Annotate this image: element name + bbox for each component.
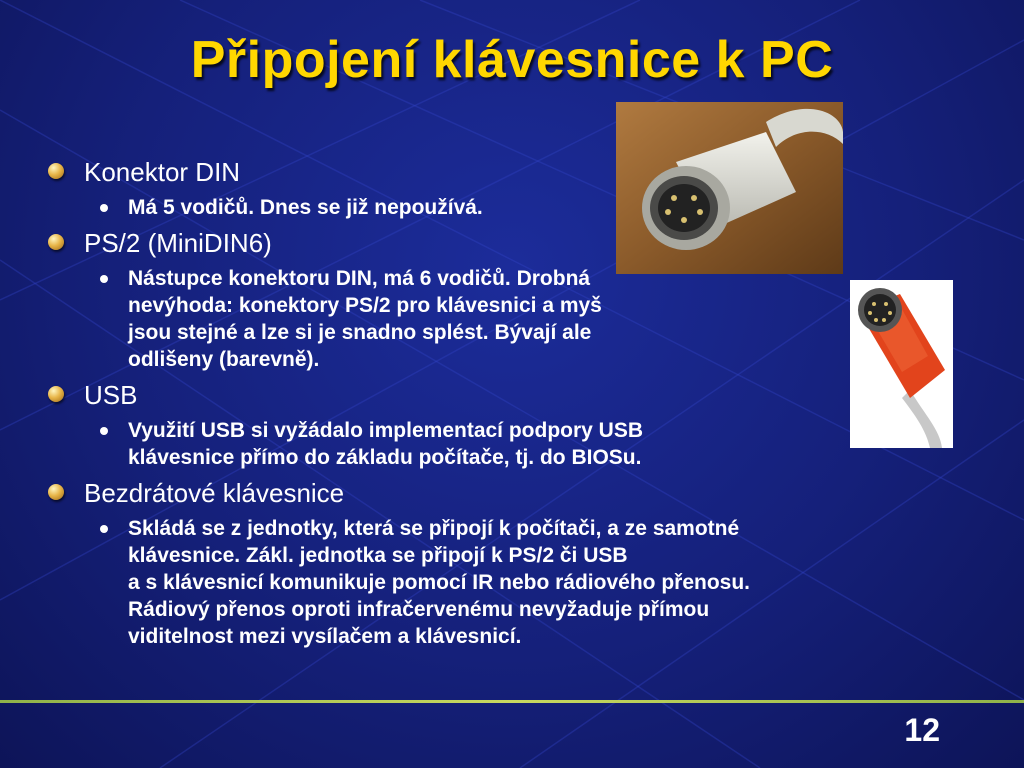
sub-item-line: Rádiový přenos oproti infračervenému nevyžaduje přímou [128, 598, 710, 621]
section-usb [48, 379, 978, 411]
dot-icon [100, 525, 108, 533]
sub-item-text: Má 5 vodičů. Dnes se již nepoužívá. [128, 196, 483, 219]
sub-item-line: nevýhoda: konektory PS/2 pro klávesnici a myš [128, 294, 602, 317]
sub-item-line: Využití USB si vyžádalo implementací podpory USB [128, 419, 644, 442]
dot-icon [100, 204, 108, 212]
section-wireless [48, 477, 978, 509]
din-connector-photo [616, 102, 843, 274]
dot-icon [100, 427, 108, 435]
sub-item-line: klávesnice. Zákl. jednotka se připojí k PS/2 či USB [128, 544, 628, 567]
dot-icon [100, 275, 108, 283]
sub-item-line: Nástupce konektoru DIN, má 6 vodičů. Drobná [128, 267, 591, 290]
sub-item-line: klávesnice přímo do základu počítače, tj. do BIOSu. [128, 446, 642, 469]
footer-divider [0, 700, 1024, 703]
sub-item [48, 265, 978, 373]
sub-item-line: odlišeny (barevně). [128, 348, 320, 371]
sub-item-line: Skládá se z jednotky, která se připojí k počítači, a ze samotné [128, 517, 740, 540]
section-heading: USB [84, 380, 138, 410]
section-heading: Bezdrátové klávesnice [84, 478, 345, 508]
bullet-icon [48, 386, 64, 402]
slide-title: Připojení klávesnice k PC [190, 31, 834, 89]
section-heading: PS/2 (MiniDIN6) [84, 228, 272, 258]
page-number: 12 [904, 712, 940, 748]
bullet-icon [48, 484, 64, 500]
ps2-connector-photo [850, 280, 953, 448]
sub-item [48, 417, 978, 471]
sub-item-line: jsou stejné a lze si je snadno splést. Bývají ale [128, 321, 592, 344]
sub-item-line: viditelnost mezi vysílačem a klávesnicí. [128, 625, 522, 648]
bullet-icon [48, 234, 64, 250]
sub-item-line: a s klávesnicí komunikuje pomocí IR nebo rádiového přenosu. [128, 571, 750, 594]
sub-item [48, 515, 978, 650]
bullet-icon [48, 163, 64, 179]
section-heading: Konektor DIN [84, 157, 241, 187]
